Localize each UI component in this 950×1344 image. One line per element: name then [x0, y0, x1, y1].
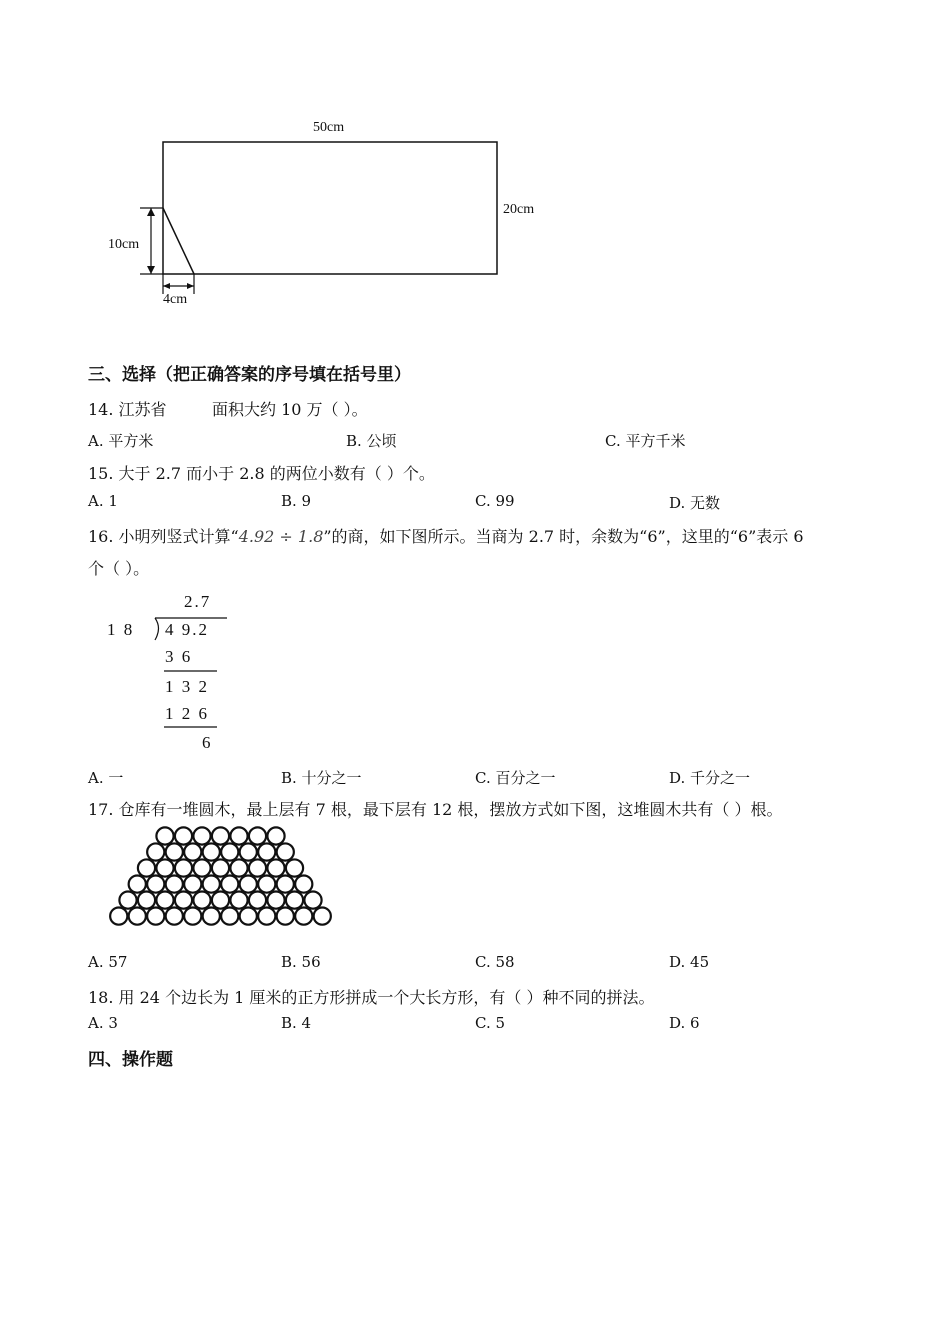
long-division-svg	[100, 590, 240, 755]
log-circle	[166, 908, 183, 925]
q16-stem-start: 16. 小明列竖式计算“	[88, 527, 239, 546]
log-circle	[230, 827, 247, 844]
log-circle	[249, 891, 266, 908]
log-circle	[212, 827, 229, 844]
q15-stem: 15. 大于 2.7 而小于 2.8 的两位小数有（ ）个。	[88, 464, 435, 483]
label-10cm: 10cm	[108, 237, 140, 252]
log-circle	[277, 908, 294, 925]
arrow-left	[163, 283, 170, 289]
log-circle	[286, 891, 303, 908]
section-3-heading: 三、选择（把正确答案的序号填在括号里）	[88, 365, 411, 385]
q18-option-a[interactable]: A. 3	[88, 1014, 118, 1032]
q14-stem-start: 14. 江苏省	[88, 400, 167, 419]
q15-option-b[interactable]: B. 9	[281, 492, 312, 510]
log-circle	[156, 891, 173, 908]
division-step-2: 1 3 2	[165, 677, 209, 696]
label-4cm: 4cm	[163, 292, 188, 307]
log-circle	[240, 875, 257, 892]
log-circle	[230, 891, 247, 908]
arrow-right	[187, 283, 194, 289]
log-circle	[110, 908, 127, 925]
division-quotient: 2.7	[184, 592, 212, 611]
arrow-up	[147, 208, 155, 216]
big-rectangle	[163, 142, 497, 274]
q17-option-a[interactable]: A. 57	[88, 953, 128, 971]
q16-option-b[interactable]: B. 十分之一	[281, 769, 362, 787]
log-circle	[221, 908, 238, 925]
q18-option-b[interactable]: B. 4	[281, 1014, 312, 1032]
q14-option-c[interactable]: C. 平方千米	[605, 432, 686, 450]
q14-stem-end: 面积大约 10 万（ ）。	[212, 400, 368, 419]
q16-expression: 4.92 ÷ 1.8	[238, 527, 324, 546]
log-circle	[147, 908, 164, 925]
log-circle	[249, 859, 266, 876]
log-circle	[286, 859, 303, 876]
log-circle	[230, 859, 247, 876]
q16-option-d[interactable]: D. 千分之一	[669, 769, 751, 787]
q15-option-a[interactable]: A. 1	[88, 492, 118, 510]
log-circle	[147, 843, 164, 860]
arrow-down	[147, 266, 155, 274]
log-circle	[166, 843, 183, 860]
log-circle	[129, 908, 146, 925]
triangle-hypotenuse	[163, 208, 194, 274]
log-circle	[147, 875, 164, 892]
log-circle	[184, 843, 201, 860]
log-circle	[295, 875, 312, 892]
q14-option-a[interactable]: A. 平方米	[88, 432, 154, 450]
log-circle	[277, 843, 294, 860]
division-remainder: 6	[202, 733, 213, 752]
section-4-heading: 四、操作题	[88, 1050, 173, 1070]
log-pile-figure	[108, 826, 333, 934]
log-circle	[212, 859, 229, 876]
log-circle	[212, 891, 229, 908]
q18-option-d[interactable]: D. 6	[669, 1014, 700, 1032]
log-circle	[175, 859, 192, 876]
log-circle	[138, 859, 155, 876]
log-circle	[166, 875, 183, 892]
log-circle	[258, 875, 275, 892]
log-circle	[267, 827, 284, 844]
log-circle	[184, 908, 201, 925]
q15-option-c[interactable]: C. 99	[475, 492, 515, 510]
log-circle	[175, 891, 192, 908]
log-circle	[221, 843, 238, 860]
log-circle	[295, 908, 312, 925]
q17-stem: 17. 仓库有一堆圆木，最上层有 7 根，最下层有 12 根，摆放方式如下图，这堆圆木共有（ ）根。	[88, 800, 783, 819]
q16-stem-end: ”的商，如下图所示。当商为 2.7 时，余数为“6”，这里的“6”表示 6	[323, 527, 804, 546]
log-circle	[203, 843, 220, 860]
log-circle	[203, 908, 220, 925]
q17-option-b[interactable]: B. 56	[281, 953, 321, 971]
q15-option-d[interactable]: D. 无数	[669, 494, 721, 512]
log-circle	[258, 843, 275, 860]
log-circle	[249, 827, 266, 844]
q16-option-c[interactable]: C. 百分之一	[475, 769, 556, 787]
long-division-figure	[100, 590, 240, 755]
label-50cm: 50cm	[313, 120, 345, 135]
division-step-3: 1 2 6	[165, 704, 209, 723]
log-circle	[240, 908, 257, 925]
log-circle	[304, 891, 321, 908]
q16-stem-line2: 个（ ）。	[88, 559, 150, 578]
log-circle	[240, 843, 257, 860]
log-circle	[184, 875, 201, 892]
q17-option-d[interactable]: D. 45	[669, 953, 710, 971]
division-dividend: 4 9.2	[165, 620, 209, 639]
q18-option-c[interactable]: C. 5	[475, 1014, 506, 1032]
log-circle	[175, 827, 192, 844]
log-circle	[277, 875, 294, 892]
log-circle	[267, 891, 284, 908]
log-circle	[156, 859, 173, 876]
log-circle	[314, 908, 331, 925]
log-circle	[193, 827, 210, 844]
log-circle	[221, 875, 238, 892]
q18-stem: 18. 用 24 个边长为 1 厘米的正方形拼成一个大长方形，有（ ）种不同的拼法。	[88, 988, 655, 1007]
log-circle	[193, 891, 210, 908]
division-divisor: 1 8	[107, 620, 135, 639]
log-circle	[156, 827, 173, 844]
q16-option-a[interactable]: A. 一	[88, 769, 124, 787]
log-circle	[119, 891, 136, 908]
q16-stem-line1	[88, 524, 804, 547]
q14-option-b[interactable]: B. 公顷	[346, 432, 397, 450]
log-pile-svg	[108, 826, 333, 934]
division-bracket	[155, 618, 159, 640]
rectangle-figure-svg	[100, 110, 560, 320]
q17-option-c[interactable]: C. 58	[475, 953, 515, 971]
division-step-1: 3 6	[165, 647, 193, 666]
log-circle	[258, 908, 275, 925]
log-circle	[267, 859, 284, 876]
log-circle	[193, 859, 210, 876]
log-circle	[129, 875, 146, 892]
rectangle-figure	[100, 110, 560, 320]
log-circle	[203, 875, 220, 892]
label-20cm: 20cm	[503, 202, 535, 217]
log-circle	[138, 891, 155, 908]
